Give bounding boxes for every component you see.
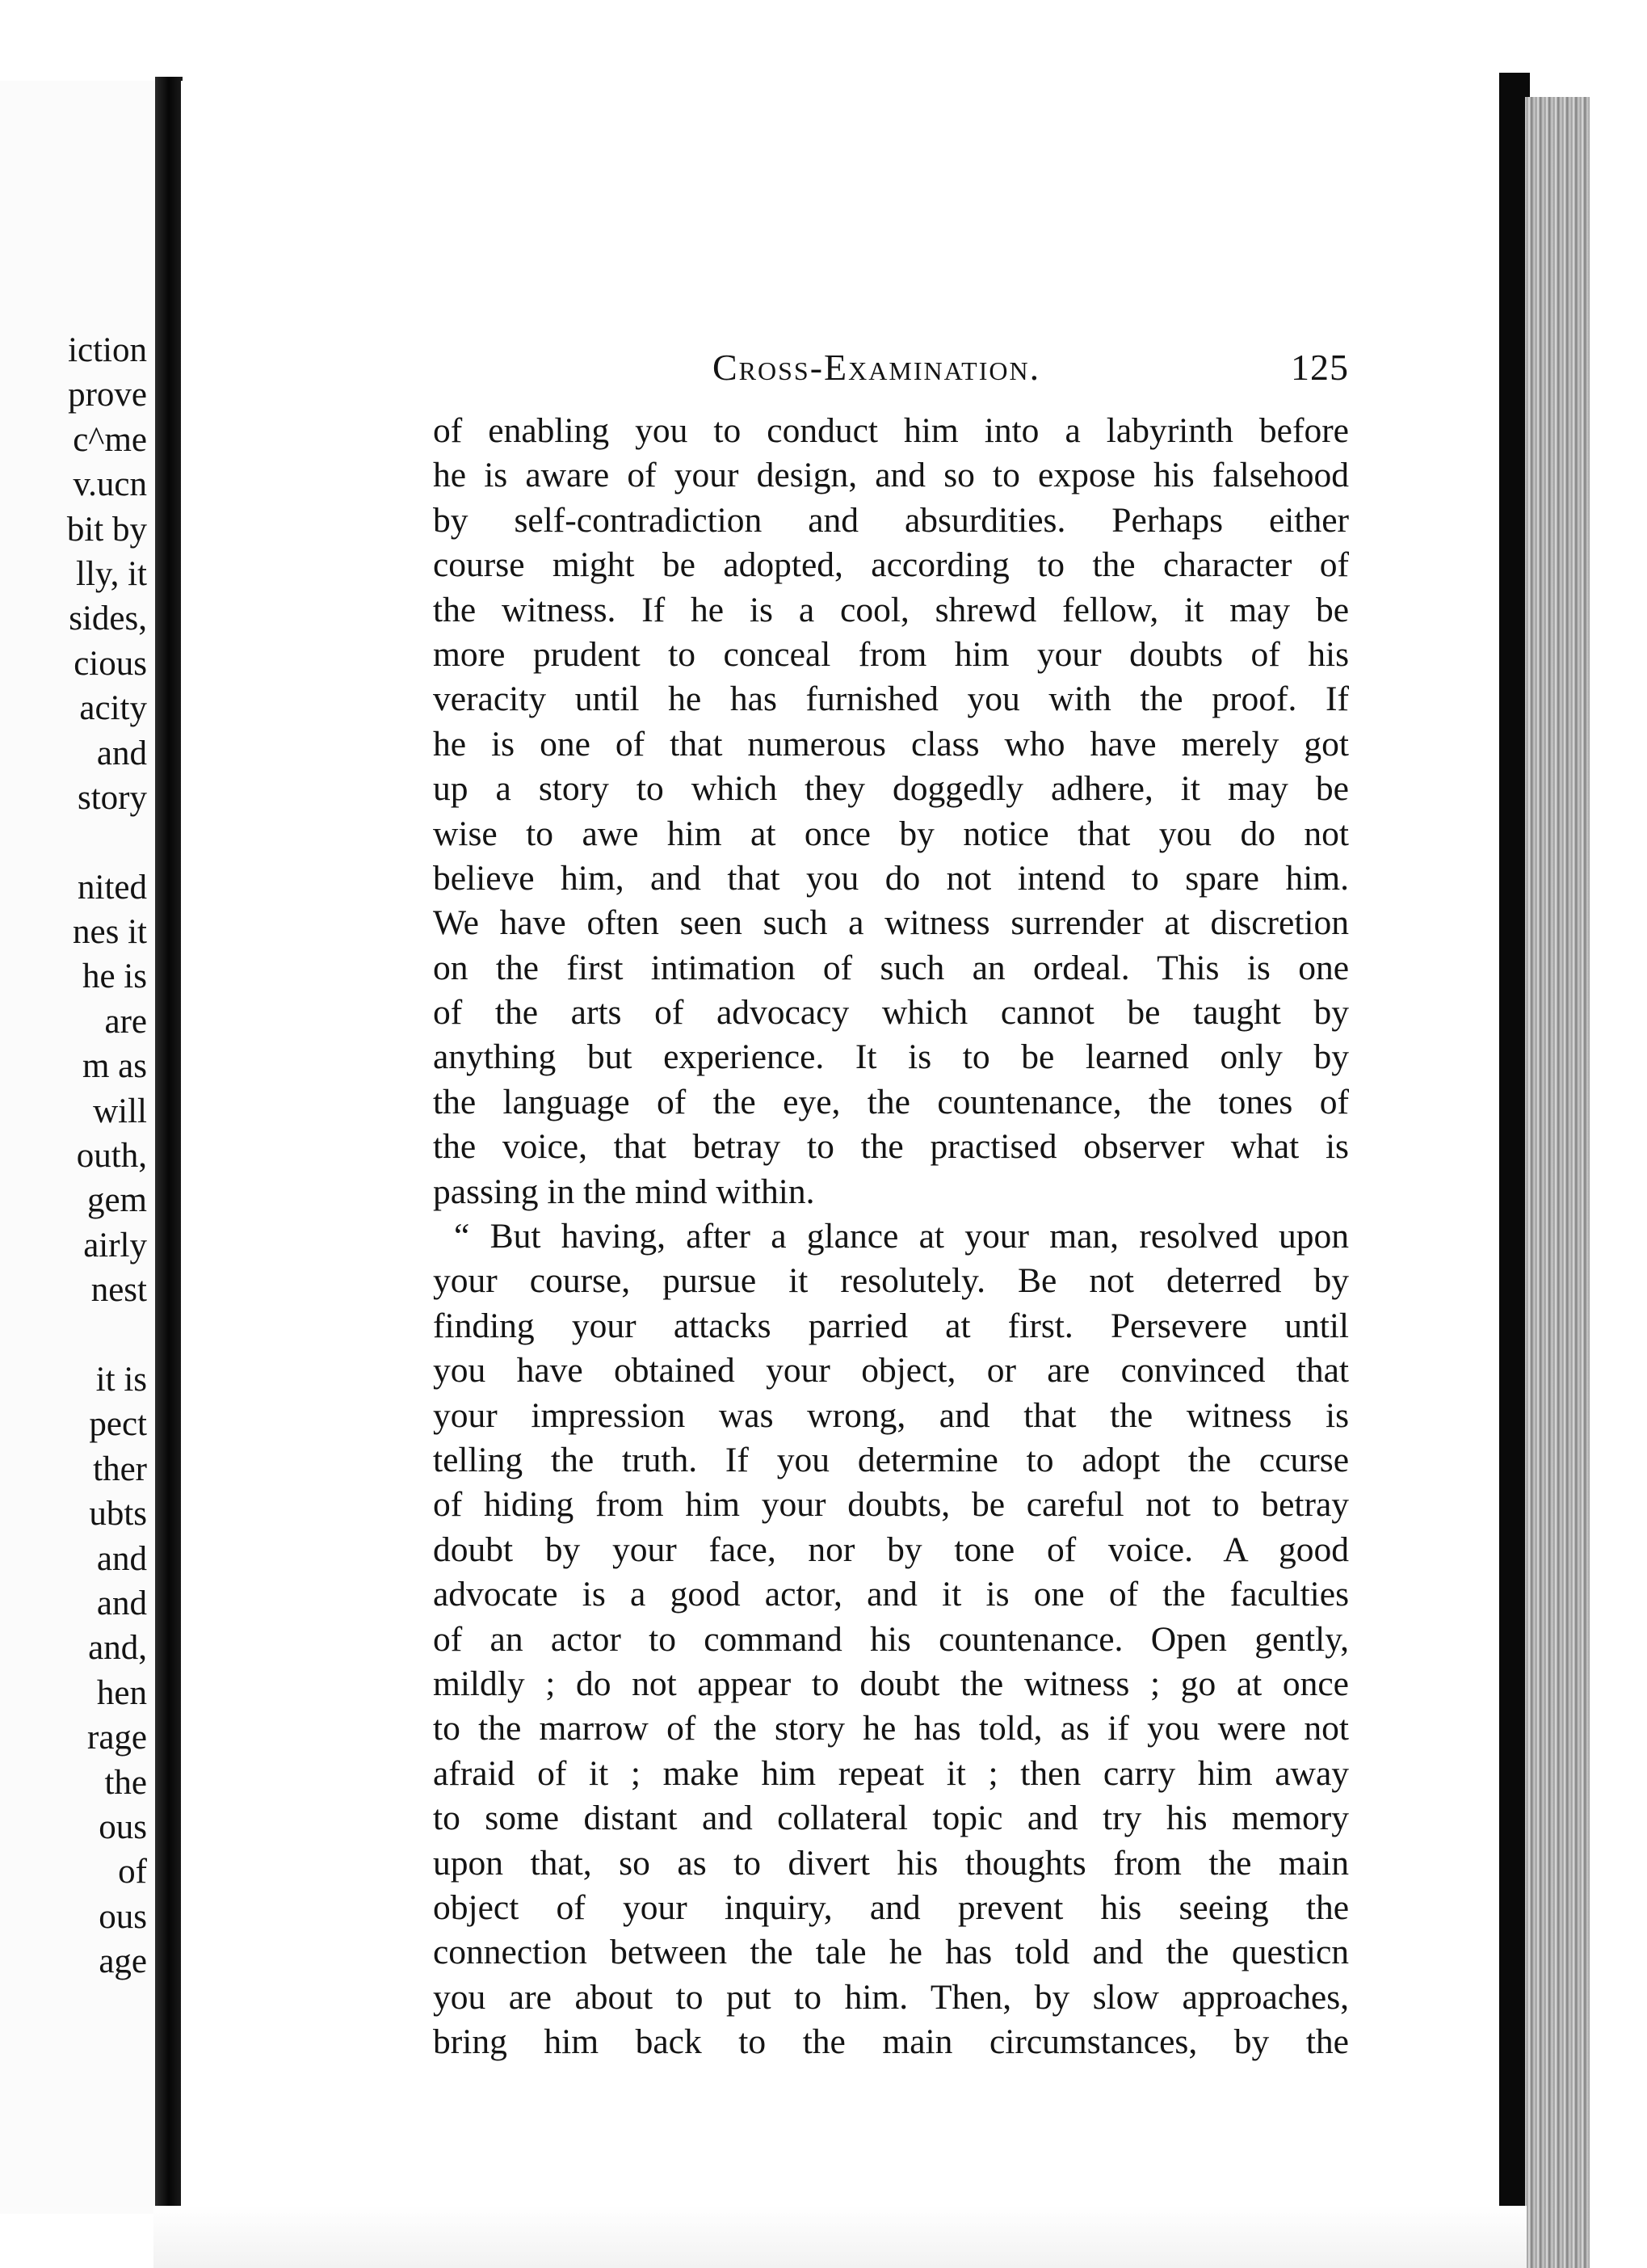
fragment-line: he is xyxy=(82,957,147,996)
text-line: you have obtained your object, or are convinced that xyxy=(433,1351,1349,1391)
text-line: of the arts of advocacy which cannot be taught by xyxy=(433,993,1349,1033)
fragment-line: sides, xyxy=(69,600,147,638)
text-line: upon that, so as to divert his thoughts from the main xyxy=(433,1843,1349,1883)
fragment-line: ubts xyxy=(89,1495,147,1534)
text-line: connection between the tale he has told and the questicn xyxy=(433,1933,1349,1972)
text-line: We have often seen such a witness surrender at discretion xyxy=(433,903,1349,943)
text-line: by self-contradiction and absurdities. Perhaps either xyxy=(433,500,1349,540)
text-line: finding your attacks parried at first. Persevere until xyxy=(433,1306,1349,1345)
text-line: on the first intimation of such an ordeal. This is one xyxy=(433,948,1349,987)
fragment-line: m as xyxy=(82,1047,147,1086)
text-line: course might be adopted, according to the character of xyxy=(433,545,1349,585)
paragraph-end-line: passing in the mind within. xyxy=(433,1172,815,1211)
fragment-line: it is xyxy=(95,1360,147,1399)
running-head: Cross-Examination. xyxy=(712,347,1041,388)
fragment-line: hen xyxy=(96,1673,147,1712)
text-line: to some distant and collateral topic and try his memory xyxy=(433,1799,1349,1838)
text-line: afraid of it ; make him repeat it ; then carry him away xyxy=(433,1753,1349,1793)
book-fore-edge xyxy=(1525,97,1590,2268)
fragment-line: airly xyxy=(83,1226,147,1264)
previous-page-fragment xyxy=(0,81,160,2214)
fragment-line: and xyxy=(96,1539,147,1578)
fragment-line: and xyxy=(96,734,147,772)
text-line: he is one of that numerous class who have merely got xyxy=(433,724,1349,764)
text-line: bring him back to the main circumstances, by the xyxy=(433,2022,1349,2062)
fragment-line xyxy=(0,820,147,865)
fragment-line: ous xyxy=(99,1807,147,1846)
page-number: 125 xyxy=(1291,347,1349,388)
text-line: the witness. If he is a cool, shrewd fellow, it may be xyxy=(433,590,1349,629)
fragment-line: c^me xyxy=(73,420,147,459)
text-line: up a story to which they doggedly adhere, it may be xyxy=(433,769,1349,809)
fragment-line: story xyxy=(78,778,147,817)
fragment-line: nest xyxy=(90,1271,147,1310)
text-line: of an actor to command his countenance. Open gently, xyxy=(433,1619,1349,1659)
text-line: of hiding from him your doubts, be careful not to betray xyxy=(433,1485,1349,1525)
fragment-line: prove xyxy=(68,376,147,414)
fragment-line: cious xyxy=(74,644,147,683)
fragment-line: nited xyxy=(78,868,147,907)
fragment-line: iction xyxy=(68,331,147,369)
text-line: anything but experience. It is to be learned only by xyxy=(433,1037,1349,1077)
fragment-line: bit by xyxy=(66,510,147,549)
fragment-line: rage xyxy=(87,1719,147,1757)
book-page xyxy=(181,81,1502,2246)
fragment-line: ous xyxy=(99,1897,147,1936)
fragment-line: and, xyxy=(88,1629,147,1668)
fragment-line: nes it xyxy=(73,913,147,952)
text-line: advocate is a good actor, and it is one of the faculties xyxy=(433,1575,1349,1614)
text-line: the voice, that betray to the practised observer what is xyxy=(433,1127,1349,1167)
fragment-line: lly, it xyxy=(76,554,147,593)
text-line: more prudent to conceal from him your doubts of his xyxy=(433,634,1349,674)
scan-background xyxy=(1590,97,1647,2268)
previous-page-text xyxy=(0,328,147,1984)
text-line: the language of the eye, the countenance, the tones of xyxy=(433,1082,1349,1121)
fragment-line: outh, xyxy=(76,1137,147,1176)
page-bottom-shadow xyxy=(153,2206,1527,2268)
text-line: he is aware of your design, and so to expose his falsehood xyxy=(433,456,1349,495)
fragment-line: gem xyxy=(86,1181,147,1220)
body-text xyxy=(433,409,1349,2064)
text-line: telling the truth. If you determine to adopt the ccurse xyxy=(433,1440,1349,1479)
text-line: your impression was wrong, and that the witness is xyxy=(433,1395,1349,1435)
fragment-line: are xyxy=(104,1002,147,1041)
paragraph-start-line: “ But having, after a glance at your man, resolved upon xyxy=(454,1217,1349,1256)
text-line: believe him, and that you do not intend to spare him. xyxy=(433,858,1349,898)
text-line: doubt by your face, nor by tone of voice. A good xyxy=(433,1530,1349,1569)
fragment-line: age xyxy=(99,1942,147,1981)
fragment-line xyxy=(0,1313,147,1357)
text-line: wise to awe him at once by notice that you do not xyxy=(433,814,1349,853)
fragment-line: pect xyxy=(89,1405,147,1444)
text-line: you are about to put to him. Then, by slow approaches, xyxy=(433,1977,1349,2017)
text-line: object of your inquiry, and prevent his seeing the xyxy=(433,1887,1349,1927)
fragment-line: ther xyxy=(93,1450,147,1488)
fragment-line: will xyxy=(93,1092,147,1130)
text-line: veracity until he has furnished you with the proof. If xyxy=(433,680,1349,719)
text-line: your course, pursue it resolutely. Be not deterred by xyxy=(433,1261,1349,1301)
fragment-line: and xyxy=(96,1584,147,1622)
book-gutter-shadow xyxy=(155,77,183,2218)
text-line: mildly ; do not appear to doubt the witness ; go at once xyxy=(433,1664,1349,1703)
text-line: of enabling you to conduct him into a labyrinth before xyxy=(433,411,1349,450)
fragment-line: of xyxy=(118,1853,147,1891)
fragment-line: acity xyxy=(79,689,147,728)
fragment-line: v.ucn xyxy=(73,465,147,504)
fragment-line: the xyxy=(104,1763,147,1802)
text-line: to the marrow of the story he has told, as if you were not xyxy=(433,1709,1349,1748)
